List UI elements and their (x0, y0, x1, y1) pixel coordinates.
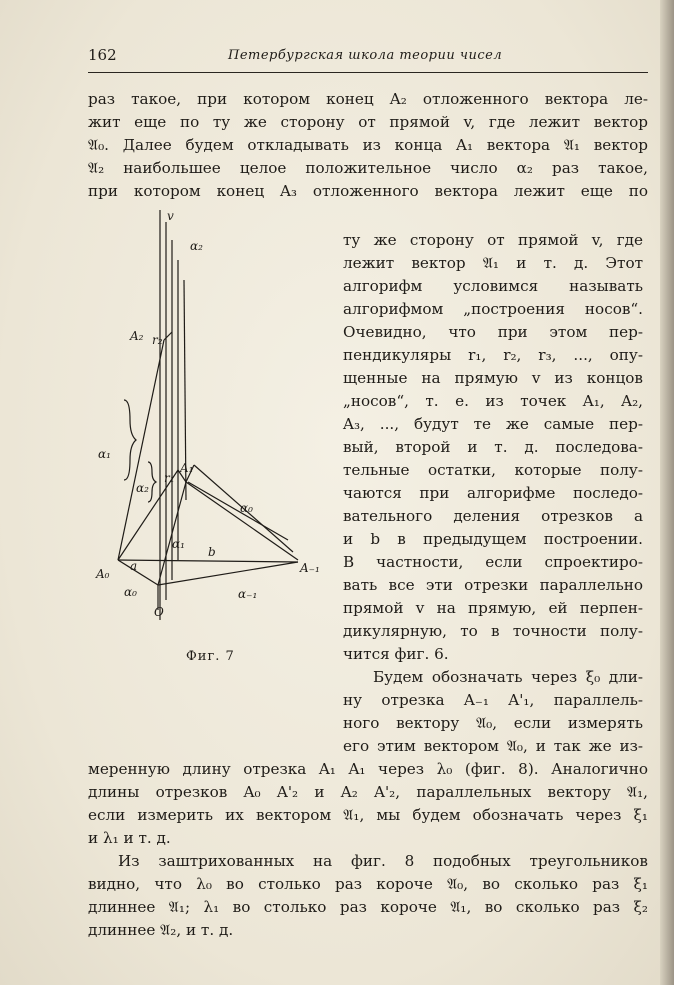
text-line: ну отрезка A₋₁ A'₁, параллель- (343, 691, 643, 709)
text-line: Очевидно, что при этом пер- (343, 323, 643, 341)
text-line: меренную длину отрезка A₁ A₁ через λ₀ (фиг. 8). Аналогично (88, 760, 648, 778)
text-line: A₃, ..., будут те же самые пер- (343, 415, 643, 433)
label-v: v (167, 209, 174, 223)
page-edge-shadow (660, 0, 674, 985)
text-line: вый, второй и т. д. последова- (343, 438, 643, 456)
label-O: O (154, 605, 164, 619)
text-line: В частности, если спроектиро- (343, 553, 643, 571)
label-A1: A₁ (180, 461, 194, 475)
text-line: Будем обозначать через ξ₀ дли- (373, 668, 643, 686)
text-line: чится фиг. 6. (343, 645, 449, 663)
label-alpha0-bottom: α₀ (124, 585, 137, 599)
label-alpha0: α₀ (240, 501, 253, 515)
side-column-text (343, 229, 643, 758)
text-line: видно, что λ₀ во столько раз короче 𝔄₀, во сколько раз ξ₁ (88, 875, 648, 893)
text-line: щенные на прямую v из концов (343, 369, 643, 387)
text-line: ного вектору 𝔄₀, если измерять (343, 714, 643, 732)
label-b: b (208, 545, 216, 559)
label-a: a (130, 559, 138, 573)
label-r2: r₂ (152, 333, 163, 347)
label-A0: A₀ (96, 567, 110, 581)
running-title: Петербургская школа теории чисел (228, 48, 503, 63)
bottom-paragraph (88, 758, 648, 942)
label-r1: r₁ (164, 471, 175, 485)
label-alpha-minus1: α₋₁ (238, 587, 258, 601)
label-Aminus1: A₋₁ (300, 561, 320, 575)
text-line: прямой v на прямую, ей перпен- (343, 599, 643, 617)
text-line: дикулярную, то в точности полу- (343, 622, 643, 640)
text-line: раз такое, при котором конец A₂ отложенного вектора ле- (88, 90, 648, 108)
text-line: лежит вектор 𝔄₁ и т. д. Этот (343, 254, 643, 272)
text-line: тельные остатки, которые полу- (343, 461, 643, 479)
text-line: длины отрезков A₀ A'₂ и A₂ A'₂, параллельных вектору 𝔄₁, (88, 783, 648, 801)
top-paragraph (88, 88, 648, 203)
text-line: Из заштрихованных на фиг. 8 подобных треугольников (118, 852, 648, 870)
page-header (88, 44, 648, 73)
text-line: чаются при алгорифме последо- (343, 484, 643, 502)
text-line: ту же сторону от прямой v, где (343, 231, 643, 249)
text-line: его этим вектором 𝔄₀, и так же из- (343, 737, 643, 755)
text-line: и λ₁ и т. д. (88, 829, 171, 847)
page-number: 162 (88, 46, 117, 64)
label-alpha1: α₁ (98, 447, 111, 461)
text-line: при котором конец A₃ отложенного вектора лежит еще по (88, 182, 648, 200)
label-alpha2-mid: α₂ (136, 481, 149, 495)
text-line: „носов“, т. е. из точек A₁, A₂, (343, 392, 643, 410)
text-line: длиннее 𝔄₂, и т. д. (88, 921, 234, 939)
text-line: и b в предыдущем построении. (343, 530, 643, 548)
label-alpha2-top: α₂ (190, 239, 203, 253)
text-line: алгорифмом „построения носов“. (343, 300, 643, 318)
text-line: длиннее 𝔄₁; λ₁ во столько раз короче 𝔄₁, во сколько раз ξ₂ (88, 898, 648, 916)
text-line: если измерить их вектором 𝔄₁, мы будем обозначать через ξ₁ (88, 806, 648, 824)
text-line: жит еще по ту же сторону от прямой v, где лежит вектор (88, 113, 648, 131)
figure-7-diagram (88, 200, 338, 650)
figure-7 (88, 200, 338, 660)
text-line: вательного деления отрезков a (343, 507, 643, 525)
label-A2: A₂ (130, 329, 144, 343)
text-line: вать все эти отрезки параллельно (343, 576, 643, 594)
text-line: 𝔄₂ наибольшее целое положительное число α₂ раз такое, (88, 159, 648, 177)
label-alpha1-diag: α₁ (172, 537, 185, 551)
figure-caption: Фиг. 7 (186, 649, 235, 664)
text-line: алгорифм условимся называть (343, 277, 643, 295)
text-line: 𝔄₀. Далее будем откладывать из конца A₁ вектора 𝔄₁ вектор (88, 136, 648, 154)
text-line: пендикуляры r₁, r₂, r₃, ..., опу- (343, 346, 643, 364)
